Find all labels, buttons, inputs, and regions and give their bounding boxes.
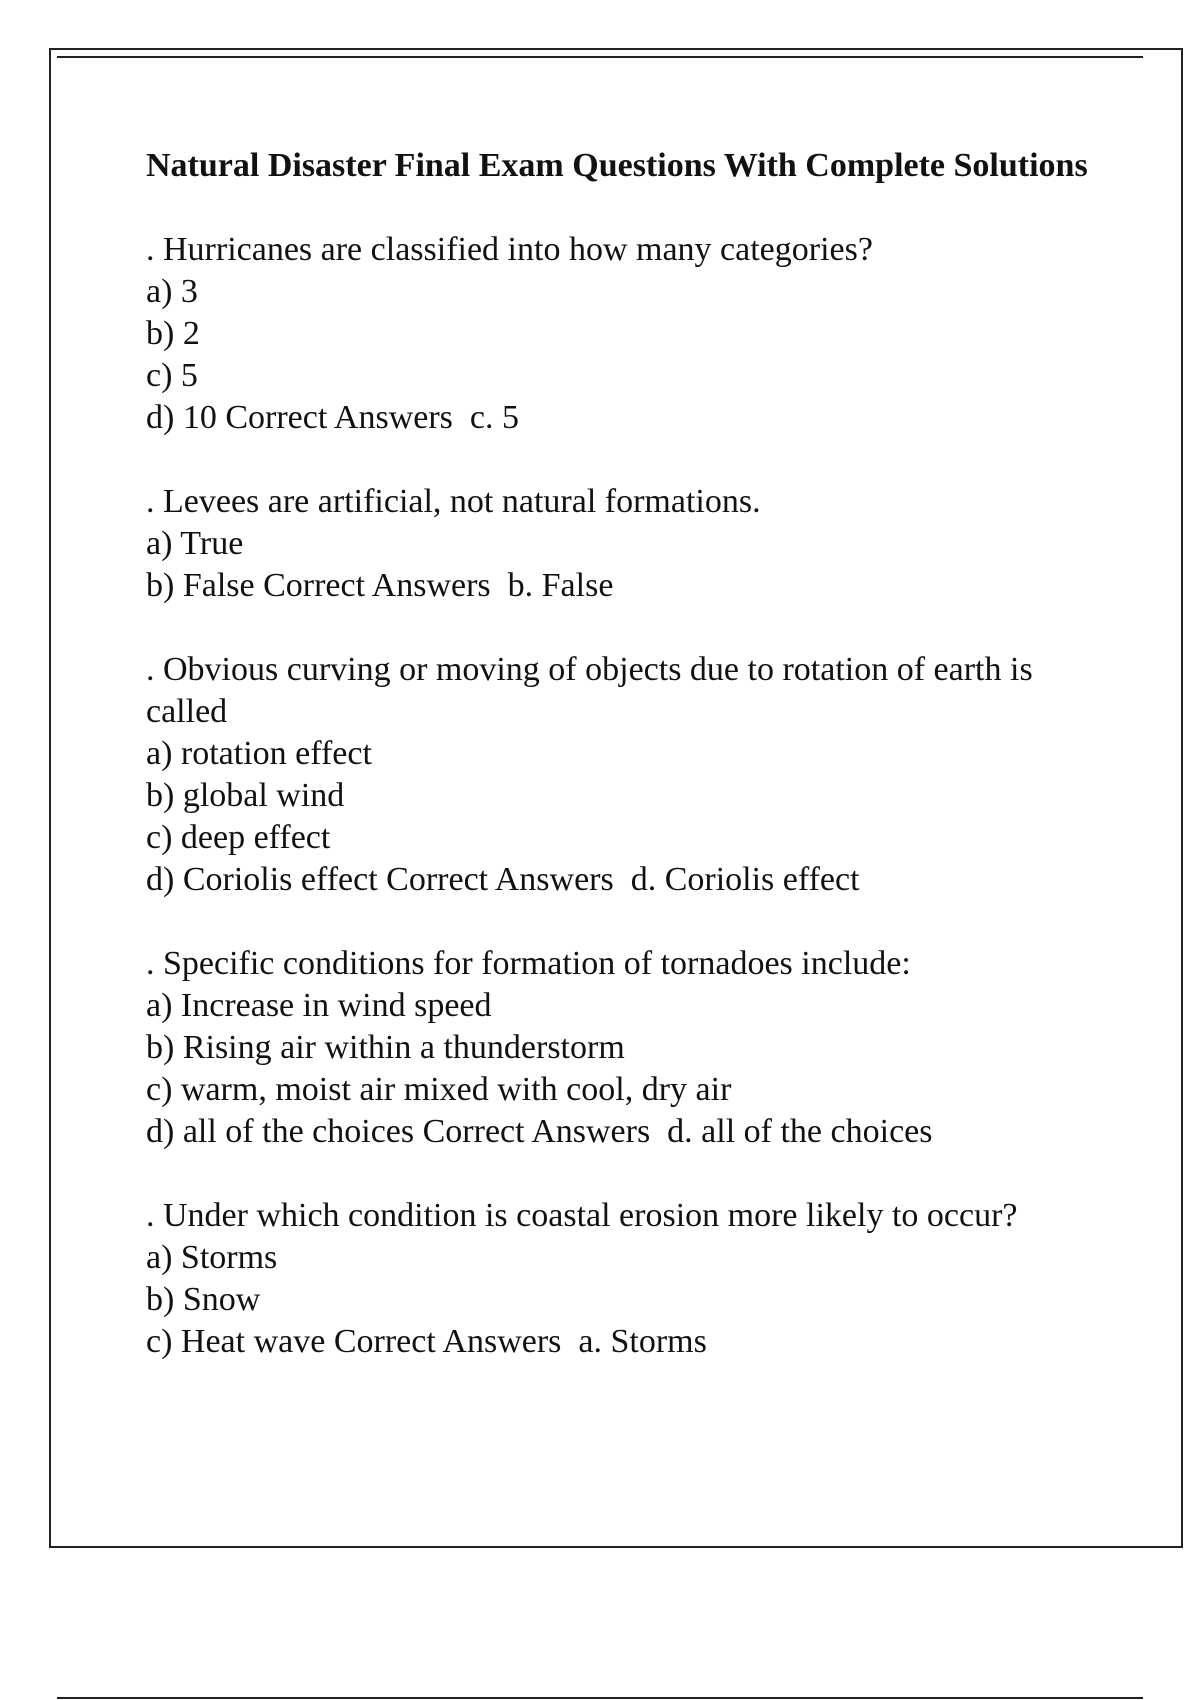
question-text: . Specific conditions for formation of tornadoes include: [146,945,911,982]
document-body [146,145,1106,1405]
answer-option-with-answer [146,859,1106,901]
answer-option: b) Snow [146,1281,261,1318]
question-block [146,481,1106,607]
top-divider [57,56,1143,58]
question-block [146,1195,1106,1363]
answer-option-label: d) all of the choices [146,1113,415,1150]
answer-option: b) Rising air within a thunderstorm [146,1029,625,1066]
answer-option: b) 2 [146,315,200,352]
correct-answer: Correct Answers b. False [254,567,614,604]
answer-option: b) global wind [146,777,345,814]
answer-option: a) rotation effect [146,735,372,772]
answer-option: a) 3 [146,273,198,310]
question-text: . Obvious curving or moving of objects due to rotation of earth is called [146,651,1033,730]
answer-option-label: d) 10 [146,399,217,436]
answer-option-with-answer [146,1321,1106,1363]
answer-option-label: c) Heat wave [146,1323,326,1360]
document-title: Natural Disaster Final Exam Questions With Complete Solutions [146,147,1088,184]
question-block [146,649,1106,901]
answer-option: a) Increase in wind speed [146,987,492,1024]
question-block [146,229,1106,439]
correct-answer: Correct Answers d. all of the choices [414,1113,933,1150]
question-text: . Hurricanes are classified into how many categories? [146,231,873,268]
question-text: . Under which condition is coastal erosion more likely to occur? [146,1197,1018,1234]
answer-option-with-answer [146,1111,1106,1153]
answer-option: a) Storms [146,1239,278,1276]
answer-option-label: d) Coriolis effect [146,861,378,898]
correct-answer: Correct Answers c. 5 [216,399,519,436]
answer-option: c) warm, moist air mixed with cool, dry air [146,1071,732,1108]
question-text: . Levees are artificial, not natural formations. [146,483,761,520]
correct-answer: Correct Answers d. Coriolis effect [377,861,860,898]
answer-option-with-answer [146,565,1106,607]
answer-option: a) True [146,525,244,562]
question-block [146,943,1106,1153]
answer-option: c) 5 [146,357,198,394]
answer-option-label: b) False [146,567,255,604]
answer-option-with-answer [146,397,1106,439]
bottom-divider [57,1697,1143,1699]
correct-answer: Correct Answers a. Storms [325,1323,707,1360]
answer-option: c) deep effect [146,819,331,856]
